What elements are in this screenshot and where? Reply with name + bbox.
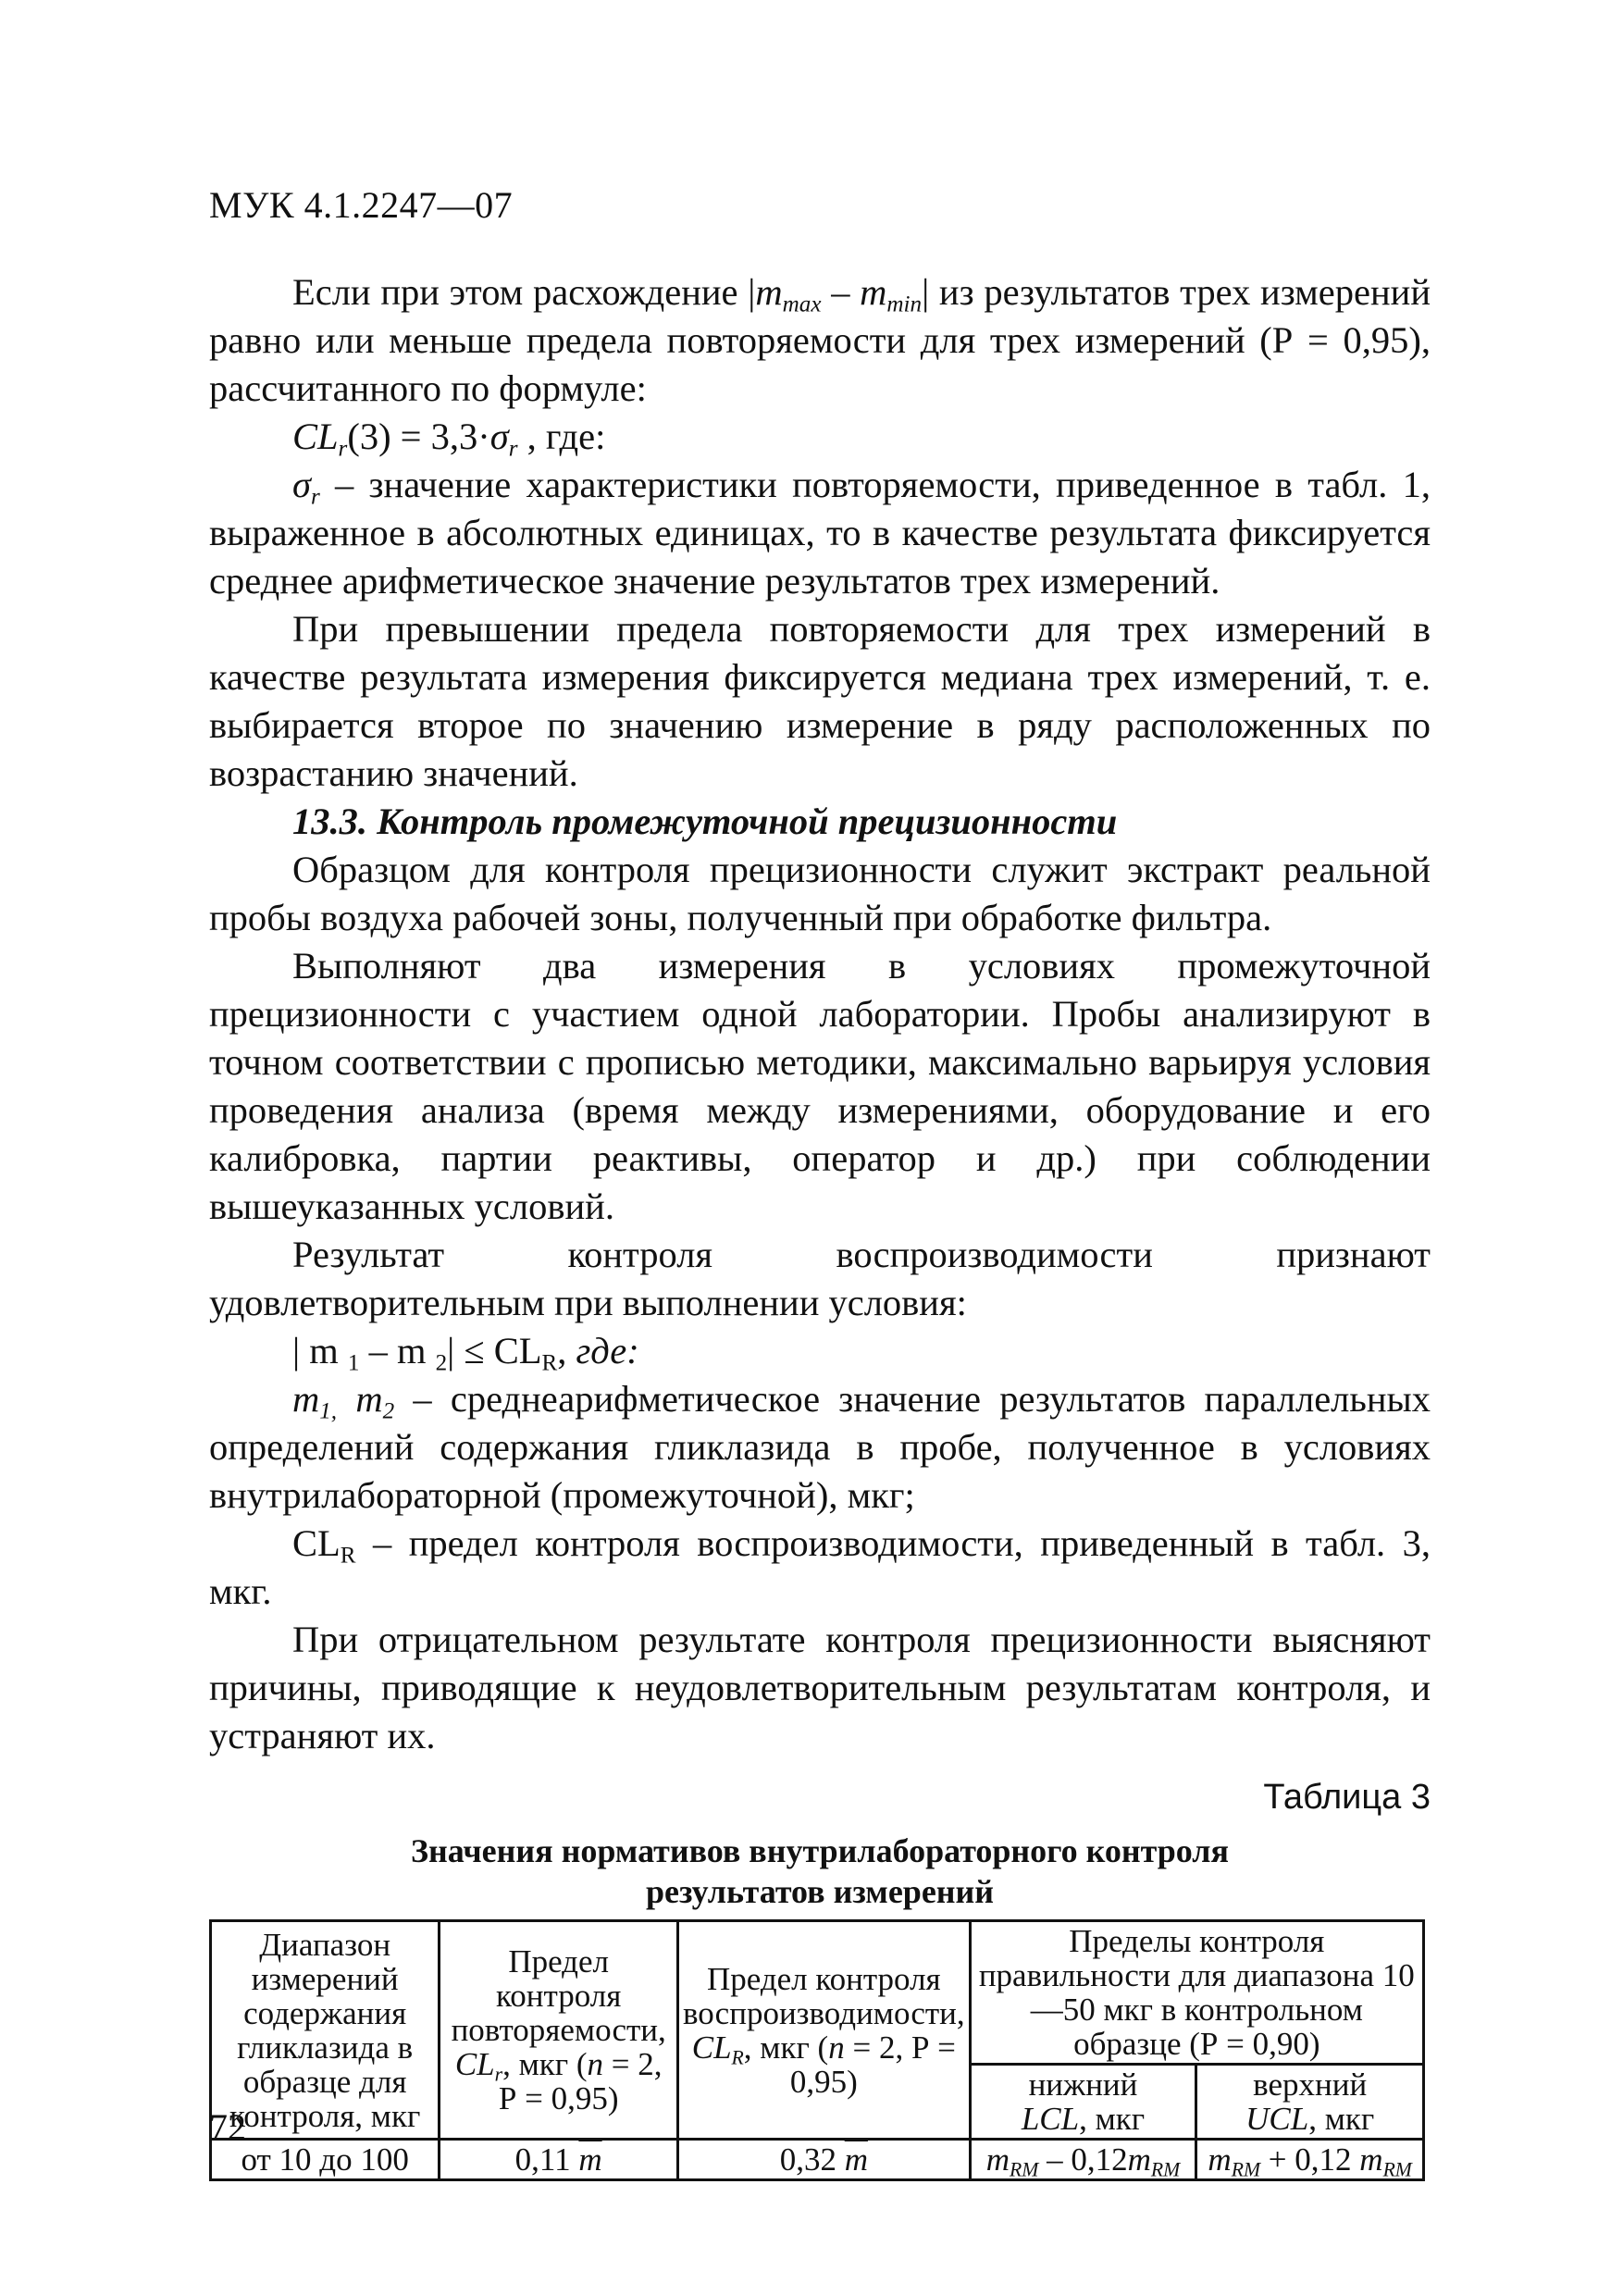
cell-upper-limit: [1196, 2140, 1424, 2180]
symbol-cl: CL: [292, 416, 339, 457]
page-body: [209, 268, 1431, 2181]
subscript-rm: RM: [1382, 2158, 1412, 2181]
subscript-r: r: [338, 436, 348, 462]
text-span: 0,11: [514, 2141, 579, 2178]
symbol-cl: CL: [292, 1522, 341, 1564]
table-number: Таблица 3: [1263, 1778, 1431, 1817]
table-title-line-2: результатов измерений: [645, 1873, 995, 1910]
symbol-m: m: [337, 1378, 383, 1420]
symbol-n: n: [587, 2046, 604, 2082]
symbol-m: m: [755, 271, 783, 313]
paragraph-sample: Образцом для контроля прецизионности служит экстракт реальной пробы воздуха рабочей зоны, полученный при обработке фильтра.: [209, 849, 1431, 938]
symbol-m-bar: $\overline{m}$: [844, 2141, 868, 2178]
symbol-m: m: [1127, 2141, 1151, 2178]
subscript-r: R: [541, 1350, 558, 1376]
text-span: | m: [292, 1330, 348, 1371]
text-span: + 0,12: [1260, 2141, 1360, 2178]
page-number: 72: [209, 2106, 246, 2148]
text-span: | ≤ CL: [447, 1330, 542, 1371]
symbol-cl: CL: [691, 2029, 732, 2066]
subscript-r: r: [508, 436, 518, 462]
text-span: Предел контроля повторяемости,: [451, 1943, 666, 2048]
symbol-ucl: UCL: [1245, 2101, 1309, 2137]
subscript-r: R: [340, 1543, 356, 1569]
text-span: 0,32: [779, 2141, 845, 2178]
paragraph-median: При превышении предела повторяемости для трех измерений в качестве результата измерения фиксируется медиана трех измерений, т. е. выбирается второе по значению измерение в ряду расположенных по возрастанию значений.: [209, 608, 1431, 794]
symbol-m: m: [292, 1378, 320, 1420]
header-lower-limit: [970, 2065, 1196, 2140]
symbol-m: m: [1208, 2141, 1232, 2178]
cell-lower-limit: [970, 2140, 1196, 2180]
text-span: – m: [359, 1330, 436, 1371]
subscript-max: max: [782, 292, 822, 317]
text-span: ,: [557, 1330, 576, 1371]
norms-table: [209, 1919, 1425, 2181]
symbol-sigma: σ: [489, 416, 509, 457]
symbol-lcl: LCL: [1021, 2101, 1080, 2137]
subscript-1: 1,: [319, 1398, 338, 1424]
document-header: МУК 4.1.2247—07: [209, 184, 514, 226]
symbol-n: n: [828, 2029, 845, 2066]
formula-repeatability-limit: [209, 413, 1431, 461]
paragraph-result-condition: Результат контроля воспроизводимости признают удовлетворительным при выполнении условия:: [209, 1234, 1431, 1323]
subscript-rm: RM: [1231, 2158, 1261, 2181]
subscript-r: r: [494, 2063, 503, 2086]
text-span: , мкг: [1079, 2101, 1146, 2137]
text-span: , мкг (: [502, 2046, 588, 2082]
paragraph-repeatability-condition: [209, 268, 1431, 413]
table-row: [211, 2140, 1424, 2180]
table-title: [209, 1831, 1431, 1912]
text-span: = 2, Р = 0,95): [498, 2046, 663, 2116]
section-heading: 13.3. Контроль промежуточной прецизионности: [292, 800, 1118, 842]
text-span: , мкг (: [743, 2029, 829, 2066]
header-trueness-limits: Пределы контроля правильности для диапазона 10—50 мкг в контрольном образце (Р = 0,90): [970, 1921, 1423, 2065]
paragraph-clr-definition: [209, 1520, 1431, 1616]
symbol-m: m: [985, 2141, 1010, 2178]
symbol-m: m: [1359, 2141, 1383, 2178]
symbol-cl: CL: [454, 2046, 495, 2082]
table-header-row: [211, 1921, 1424, 2065]
paragraph-negative-result: При отрицательном результате контроля прецизионности выясняют причины, приводящие к неудовлетворительным результатам контроля, и устраняют их.: [209, 1619, 1431, 1756]
text-span: , где:: [517, 416, 606, 457]
text-span: – среднеарифметическое значение результатов параллельных определений содержания гликлазида в пробе, полученное в условиях внутрилабораторной (промежуточной), мкг;: [209, 1378, 1431, 1516]
subscript-2: 2: [382, 1398, 395, 1424]
subscript-rm: RM: [1150, 2158, 1181, 2181]
subscript-min: min: [886, 292, 923, 317]
header-upper-limit: [1196, 2065, 1424, 2140]
subscript-r: R: [731, 2046, 744, 2068]
formula-reproducibility: [209, 1327, 1431, 1375]
text-span: = 2, Р = 0,95): [789, 2029, 956, 2100]
text-span: | из результатов трех измерений равно или меньше предела повторяемости для трех измерений (Р = 0,95), рассчитанного по формуле:: [209, 271, 1431, 409]
subscript-rm: RM: [1010, 2158, 1039, 2181]
subscript-1: 1: [347, 1350, 360, 1376]
header-reproducibility-limit: [678, 1921, 971, 2140]
text-span: Предел контроля воспроизводимости,: [683, 1960, 965, 2031]
cell-range: от 10 до 100: [211, 2140, 440, 2180]
header-repeatability-limit: [440, 1921, 678, 2140]
paragraph-measurements: Выполняют два измерения в условиях промежуточной прецизионности с участием одной лаборатории. Пробы анализируют в точном соответствии с прописью методики, максимально варьируя условия проведения анализа (время между измерениями, оборудование и его калибровка, партии реактивы, оператор и др.) при соблюдении вышеуказанных условий.: [209, 945, 1431, 1227]
text-span: – предел контроля воспроизводимости, приведенный в табл. 3, мкг.: [209, 1522, 1431, 1612]
symbol-sigma: σ: [292, 464, 311, 505]
text-span: – 0,12: [1038, 2141, 1128, 2178]
text-span: Если при этом расхождение |: [292, 271, 756, 313]
text-span: – значение характеристики повторяемости, приведенное в табл. 1, выраженное в абсолютных единицах, то в качестве результата фиксируется среднее арифметическое значение результатов трех измерений.: [209, 464, 1431, 602]
subscript-r: r: [310, 484, 320, 510]
header-range: Диапазон измерений содержания гликлазида в образце для контроля, мкг: [211, 1921, 440, 2140]
symbol-m-bar: $\overline{m}$: [578, 2141, 602, 2178]
cell-reproducibility-limit: [678, 2140, 971, 2180]
subscript-2: 2: [435, 1350, 448, 1376]
text-span: , мкг: [1308, 2101, 1375, 2137]
text-span: (3) = 3,3·: [347, 416, 490, 457]
cell-repeatability-limit: [440, 2140, 678, 2180]
text-span: верхний: [1253, 2066, 1368, 2103]
table-title-line-1: Значения нормативов внутрилабораторного контроля: [411, 1832, 1229, 1869]
paragraph-sigma-definition: [209, 461, 1431, 605]
text-span: –: [821, 271, 861, 313]
text-gde: где:: [576, 1330, 639, 1371]
paragraph-m-definition: [209, 1375, 1431, 1520]
text-span: нижний: [1028, 2066, 1138, 2103]
symbol-m: m: [860, 271, 887, 313]
